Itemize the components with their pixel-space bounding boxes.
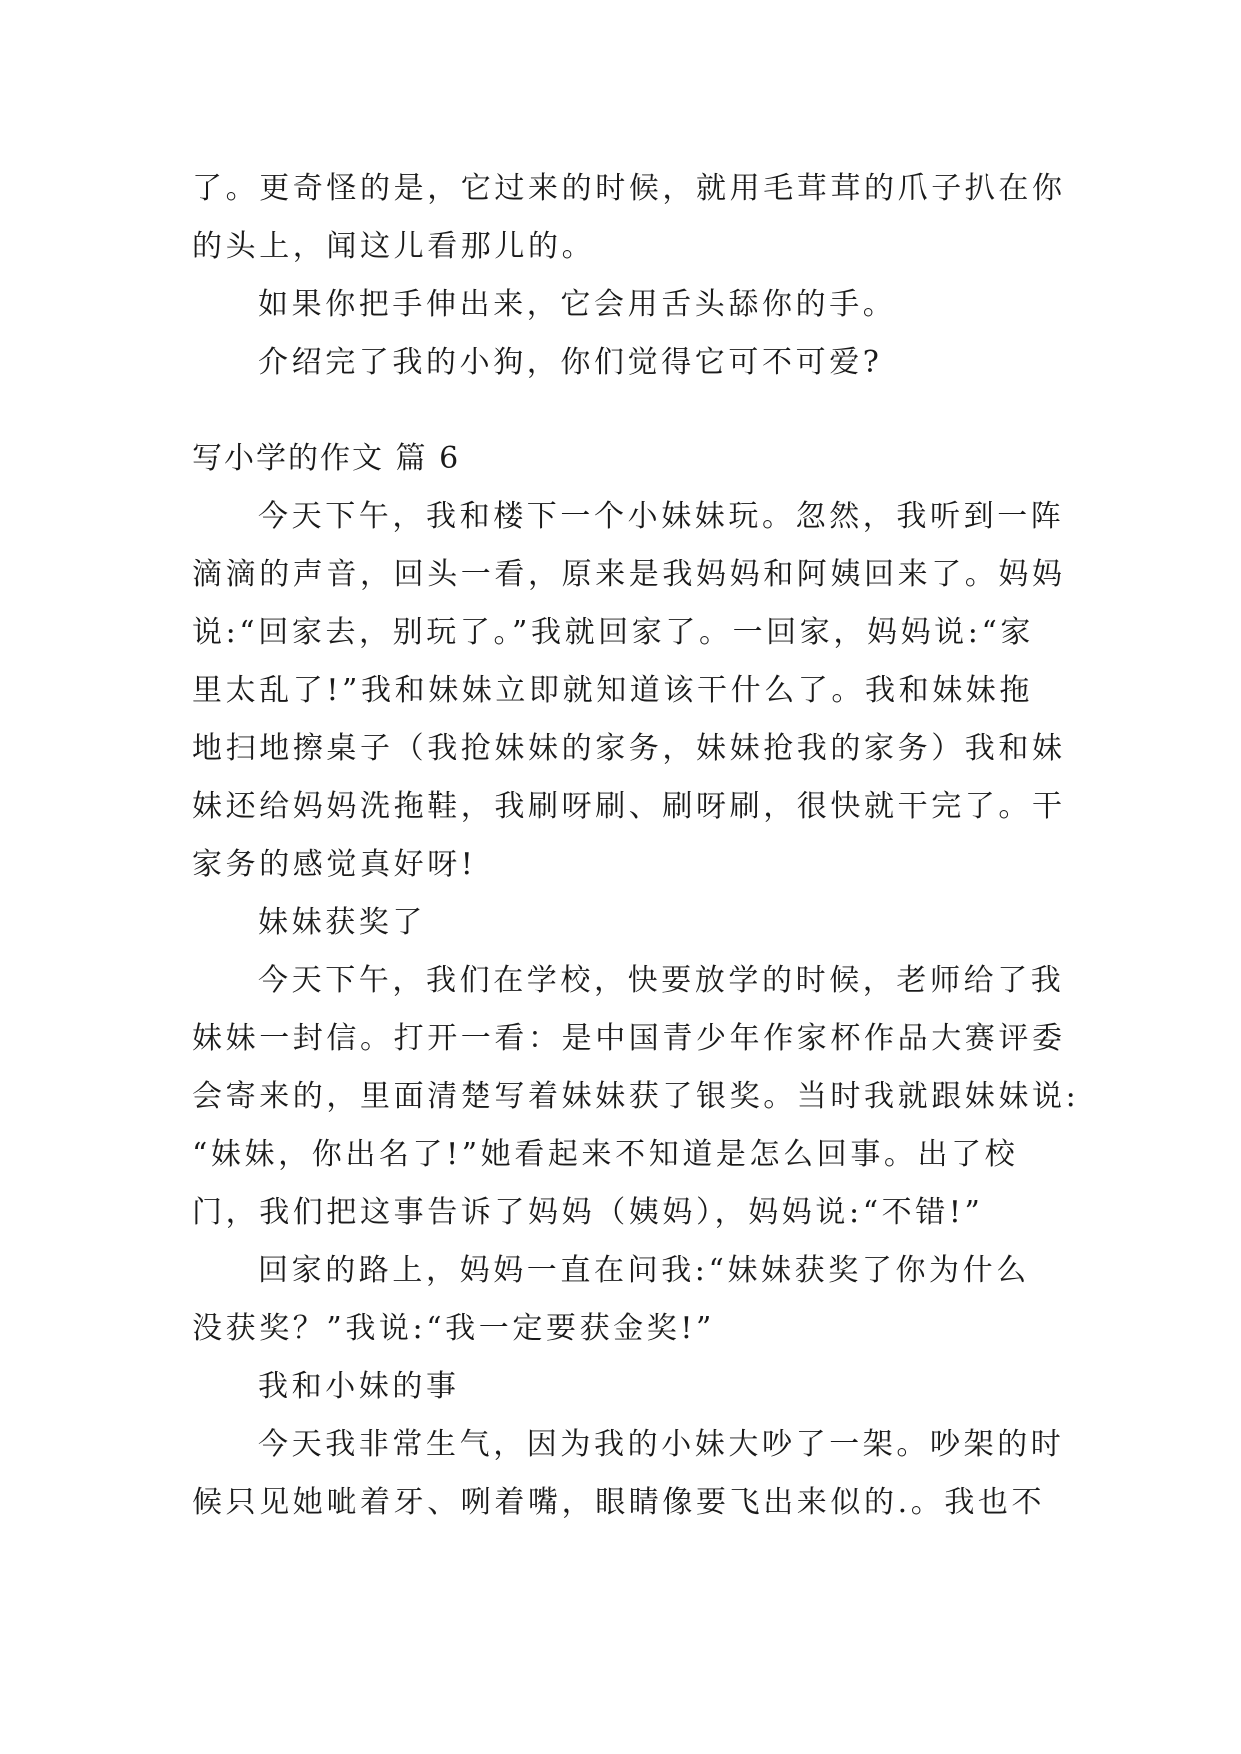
paragraph-1: [192, 488, 1066, 894]
paragraph-4: [192, 1416, 1065, 1532]
text-line: 今天我非常生气，因为我的小妹大吵了一架。吵架的时: [258, 1427, 1065, 1462]
intro-paragraph: [192, 160, 1066, 276]
text-line: 今天下午，我和楼下一个小妹妹玩。忽然，我听到一阵: [258, 499, 1065, 534]
text-line: 了。更奇怪的是，它过来的时候，就用毛茸茸的爪子扒在你: [192, 171, 1066, 206]
text-line: 妹还给妈妈洗拖鞋，我刷呀刷、刷呀刷，很快就干完了。干: [192, 789, 1066, 824]
text-line: 回家的路上，妈妈一直在问我:“妹妹获奖了你为什么: [258, 1253, 1030, 1288]
text-line: 说:“回家去，别玩了。”我就回家了。一回家，妈妈说:“家: [192, 615, 1035, 650]
text-line: 的头上，闻这儿看那儿的。: [192, 229, 596, 264]
text-line: 家务的感觉真好呀!: [192, 847, 477, 882]
text-line: “妹妹，你出名了!”她看起来不知道是怎么回事。出了校: [192, 1137, 1019, 1172]
document-page: [192, 160, 1080, 1532]
intro-paragraph-3: 介绍完了我的小狗，你们觉得它可不可爱?: [258, 345, 883, 380]
section-gap: [192, 392, 1052, 430]
text-line: 妹妹一封信。打开一看：是中国青少年作家杯作品大赛评委: [192, 1021, 1066, 1056]
paragraph-3: [192, 1242, 1052, 1358]
text-line: 里太乱了!”我和妹妹立即就知道该干什么了。我和妹妹拖: [192, 673, 1033, 708]
text-line: 没获奖？”我说:“我一定要获金奖!”: [192, 1311, 715, 1346]
section-title: 写小学的作文 篇 6: [192, 441, 461, 476]
paragraph-2: [192, 952, 1080, 1242]
text-line: 门，我们把这事告诉了妈妈（姨妈），妈妈说:“不错!”: [192, 1195, 984, 1230]
text-line: 滴滴的声音，回头一看，原来是我妈妈和阿姨回来了。妈妈: [192, 557, 1066, 592]
intro-paragraph-2: 如果你把手伸出来，它会用舌头舔你的手。: [258, 287, 897, 322]
subheading-little-sister: 我和小妹的事: [258, 1369, 460, 1404]
text-line: 候只见她呲着牙、咧着嘴，眼睛像要飞出来似的.。我也不: [192, 1485, 1046, 1520]
text-line: 今天下午，我们在学校，快要放学的时候，老师给了我: [258, 963, 1065, 998]
text-line: 地扫地擦桌子（我抢妹妹的家务，妹妹抢我的家务）我和妹: [192, 731, 1066, 766]
text-line: 会寄来的，里面清楚写着妹妹获了银奖。当时我就跟妹妹说:: [192, 1079, 1080, 1114]
subheading-sister-award: 妹妹获奖了: [258, 905, 426, 940]
